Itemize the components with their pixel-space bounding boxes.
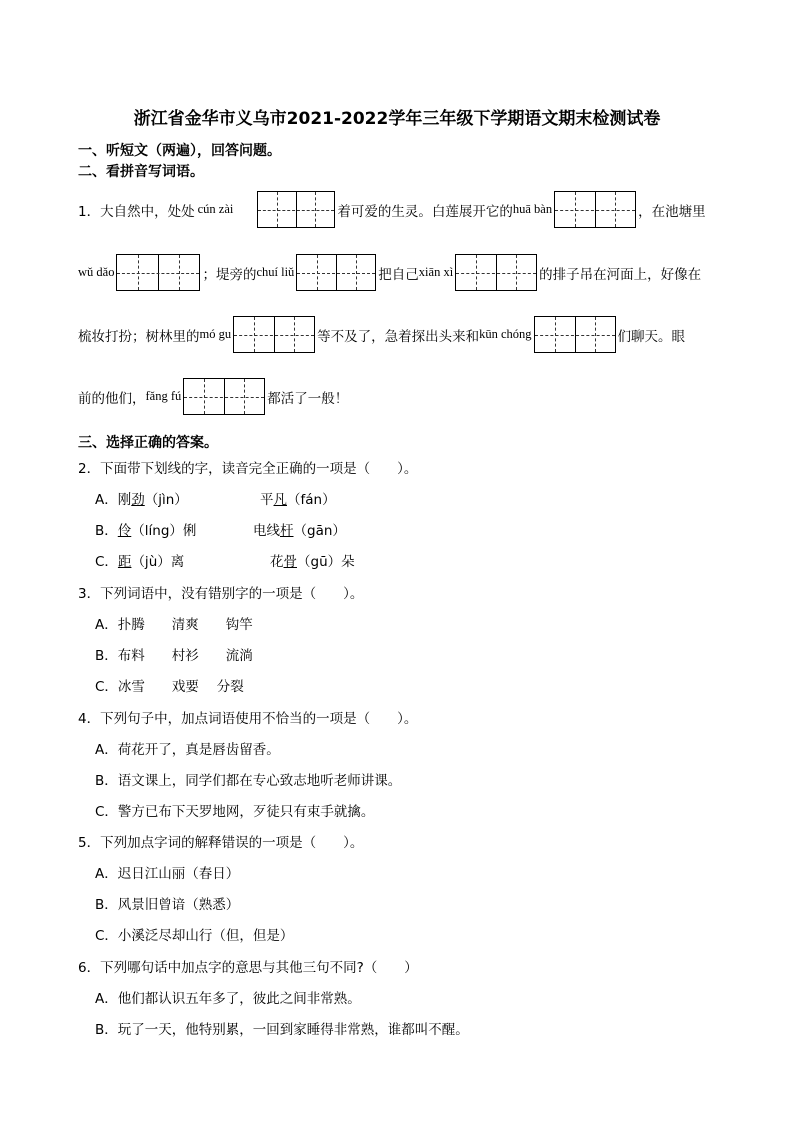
q1-text: 大自然中，处处 [100, 203, 195, 220]
option-text: C． [95, 554, 118, 570]
option-text: （fán） [287, 492, 336, 508]
q5-option-c[interactable]: C．小溪泛尽却山行（但，但是） [95, 928, 294, 944]
page-title: 浙江省金华市义乌市2021-2022学年三年级下学期语文期末检测试卷 [133, 109, 661, 129]
option-text: （jù）离 [131, 554, 185, 570]
q4-option-a[interactable]: A．荷花开了，真是唇齿留香。 [95, 742, 280, 758]
q1-number: 1． [78, 203, 101, 220]
q4-stem: 4．下列句子中，加点词语使用不恰当的一项是（ ）。 [78, 711, 418, 727]
q1-line-3 [78, 316, 685, 353]
answer-box[interactable] [257, 191, 335, 228]
q1-text: 把自己 [378, 266, 419, 283]
option-text: 平 [260, 492, 274, 508]
option-text: 电线 [253, 523, 280, 539]
q1-line-1 [78, 191, 706, 228]
q1-text: 等不及了，急着探出头来和 [317, 328, 480, 345]
option-b-second-word [253, 519, 346, 539]
q4-option-b[interactable]: B．语文课上，同学们都在专心致志地听老师讲课。 [95, 773, 402, 789]
q1-text: 都活了一般！ [267, 390, 349, 407]
q5-stem: 5．下列加点字词的解释错误的一项是（ ）。 [78, 835, 364, 851]
q4-option-c[interactable]: C．警方已布下天罗地网，歹徒只有束手就擒。 [95, 804, 375, 820]
pinyin-label: wǔ dǎo [78, 265, 115, 279]
pinyin-label: mó gu [199, 327, 232, 341]
q6-option-b[interactable]: B．玩了一天，他特别累，一回到家睡得非常熟，谁都叫不醒。 [95, 1022, 469, 1038]
q3-option-c[interactable]: C．冰雪 戏要 分裂 [95, 679, 244, 695]
q2-option-b[interactable] [95, 519, 346, 539]
q6-stem: 6．下列哪句话中加点字的意思与其他三句不同?（ ） [78, 960, 418, 976]
q1-text: 的排子吊在河面上，好像在 [539, 266, 702, 283]
q2-stem: 2．下面带下划线的字，读音完全正确的一项是（ ）。 [78, 461, 418, 477]
q1-text: 梳妆打扮；树林里的 [78, 328, 200, 345]
q6-option-a[interactable]: A．他们都认识五年多了，彼此之间非常熟。 [95, 991, 361, 1007]
q3-option-b[interactable]: B．布料 村衫 流淌 [95, 648, 253, 664]
option-text: B． [95, 523, 118, 539]
answer-box[interactable] [455, 254, 537, 291]
pinyin-label: cún zài [197, 202, 234, 216]
q1-text: ，在池塘里 [638, 203, 706, 220]
pinyin-label: fǎng fú [145, 389, 182, 403]
answer-box[interactable] [116, 254, 200, 291]
option-text: （jìn） [144, 492, 188, 508]
pinyin-label: chuí liǔ [256, 265, 295, 279]
option-text: A．刚 [95, 492, 132, 508]
q1-text: 前的他们， [78, 390, 146, 407]
q3-stem: 3．下列词语中，没有错别字的一项是（ ）。 [78, 586, 364, 602]
q1-line-4 [78, 378, 348, 415]
answer-box[interactable] [233, 316, 315, 353]
section-heading-choice: 三、选择正确的答案。 [78, 435, 218, 451]
underlined-char: 距 [117, 554, 132, 570]
option-text: （gū）朵 [297, 554, 355, 570]
option-a-second-word [260, 488, 336, 508]
answer-box[interactable] [296, 254, 376, 291]
q2-option-c[interactable] [95, 550, 355, 570]
q5-option-b[interactable]: B．风景旧曾谙（熟悉） [95, 897, 240, 913]
q1-text: 着可爱的生灵。白莲展开它的 [337, 203, 513, 220]
section-heading-listening: 一、听短文（两遍），回答问题。 [78, 143, 281, 159]
pinyin-label: kūn chóng [479, 327, 532, 341]
underlined-char: 骨 [283, 554, 297, 570]
answer-box[interactable] [183, 378, 265, 415]
pinyin-label: xiān xì [418, 265, 454, 279]
answer-box[interactable] [554, 191, 636, 228]
underlined-char: 劲 [131, 492, 145, 508]
underlined-char: 伶 [117, 523, 132, 539]
section-heading-pinyin: 二、看拼音写词语。 [78, 164, 204, 180]
option-text: 花 [270, 554, 284, 570]
q5-option-a[interactable]: A．迟日江山丽（春日） [95, 866, 240, 882]
q1-text: 们聊天。眼 [617, 328, 686, 345]
underlined-char: 杆 [280, 523, 294, 539]
q2-option-a[interactable] [95, 488, 336, 508]
option-text: （líng）俐 [131, 523, 197, 539]
q1-line-2 [78, 254, 701, 291]
q3-option-a[interactable]: A．扑腾 清爽 钩竿 [95, 617, 253, 633]
answer-box[interactable] [534, 316, 616, 353]
option-text: （gān） [293, 523, 346, 539]
underlined-char: 凡 [273, 492, 287, 508]
option-c-second-word [270, 550, 355, 570]
pinyin-label: huā bàn [512, 202, 553, 216]
q1-text: ；堤旁的 [202, 266, 257, 283]
